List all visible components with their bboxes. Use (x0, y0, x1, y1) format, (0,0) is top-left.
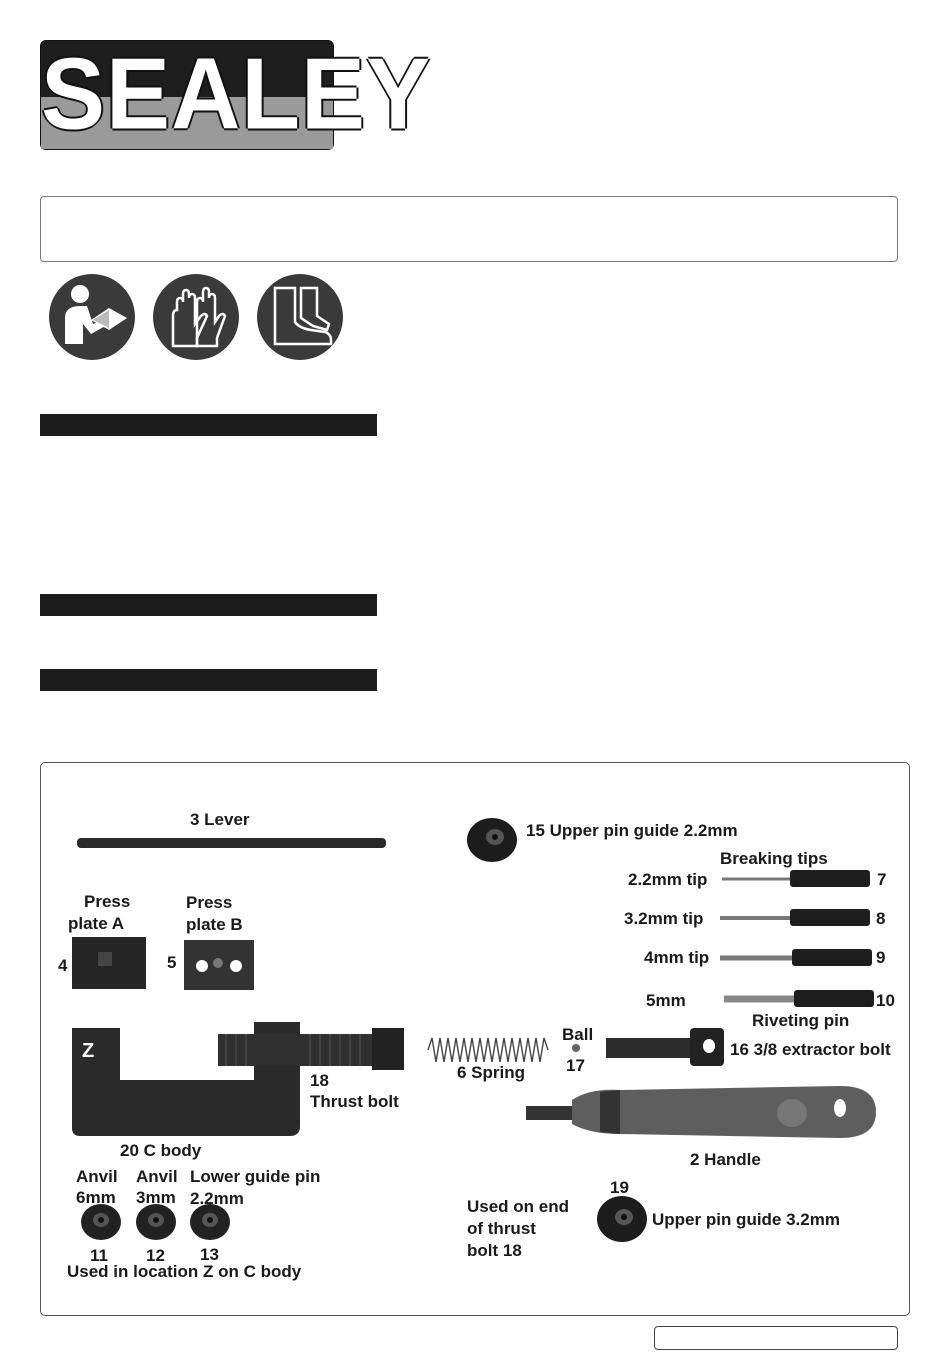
label-tip-22: 2.2mm tip (628, 870, 708, 889)
label-anvil-6-num: 11 (90, 1246, 108, 1265)
label-upper-pin-guide-32-num: 19 (610, 1178, 629, 1197)
label-anvil-3-num: 12 (146, 1246, 165, 1265)
label-tip-5: 5mm (646, 991, 686, 1010)
extractor-bolt (606, 1038, 696, 1058)
label-press-plate-a-2: plate A (68, 914, 125, 933)
label-used-in-z: Used in location Z on C body (67, 1262, 302, 1281)
label-anvil-6-1: Anvil (76, 1167, 118, 1186)
label-anvil-3-2: 3mm (136, 1188, 176, 1207)
label-riveting-pin: Riveting pin (752, 1011, 850, 1030)
label-tip-22-num: 7 (877, 870, 887, 889)
spring-coil (428, 1038, 548, 1062)
breaking-tip-8 (720, 909, 870, 926)
label-press-plate-b-num: 5 (167, 953, 177, 972)
ball (572, 1044, 580, 1052)
label-z-mark: Z (82, 1040, 95, 1062)
logo-wordmark: SEALEY (41, 38, 432, 151)
label-upper-pin-guide-32: Upper pin guide 3.2mm (652, 1210, 840, 1229)
label-press-plate-b-1: Press (186, 893, 233, 912)
label-handle: 2 Handle (690, 1150, 761, 1169)
footer-reference-box (654, 1326, 898, 1350)
label-tip-32: 3.2mm tip (624, 909, 704, 928)
label-used-on-end-2: of thrust (467, 1219, 536, 1238)
label-used-on-end-3: bolt 18 (467, 1241, 522, 1260)
breaking-tip-9 (720, 949, 872, 966)
handle-stud (526, 1106, 576, 1120)
breaking-tip-7 (722, 870, 870, 887)
label-press-plate-a-1: Press (84, 892, 131, 911)
label-tip-5-num: 10 (876, 991, 895, 1010)
label-upper-pin-guide-22: 15 Upper pin guide 2.2mm (526, 821, 738, 840)
label-ball: Ball (562, 1025, 594, 1044)
thrust-bolt-thread (218, 1034, 376, 1066)
riveting-pin-10 (724, 990, 874, 1007)
label-press-plate-b-2: plate B (186, 915, 243, 934)
label-spring: 6 Spring (457, 1063, 526, 1082)
label-lever: 3 Lever (190, 810, 250, 829)
label-lower-guide-num: 13 (200, 1245, 219, 1264)
label-thrust-bolt-num: 18 (310, 1071, 329, 1090)
label-breaking-tips: Breaking tips (720, 849, 828, 868)
label-c-body: 20 C body (120, 1141, 202, 1160)
label-anvil-3-1: Anvil (136, 1167, 178, 1186)
label-anvil-6-2: 6mm (76, 1188, 116, 1207)
label-extractor-bolt: 16 3/8 extractor bolt (730, 1040, 891, 1059)
label-tip-4: 4mm tip (644, 948, 710, 967)
label-used-on-end-1: Used on end (467, 1197, 570, 1216)
label-ball-num: 17 (566, 1056, 585, 1075)
label-thrust-bolt: Thrust bolt (310, 1092, 399, 1111)
label-lower-guide-2: 2.2mm (190, 1189, 244, 1208)
label-press-plate-a-num: 4 (58, 956, 68, 975)
lever-bar (77, 838, 386, 848)
label-tip-4-num: 9 (876, 948, 886, 967)
label-lower-guide-1: Lower guide pin (190, 1167, 321, 1186)
label-tip-32-num: 8 (876, 909, 886, 928)
